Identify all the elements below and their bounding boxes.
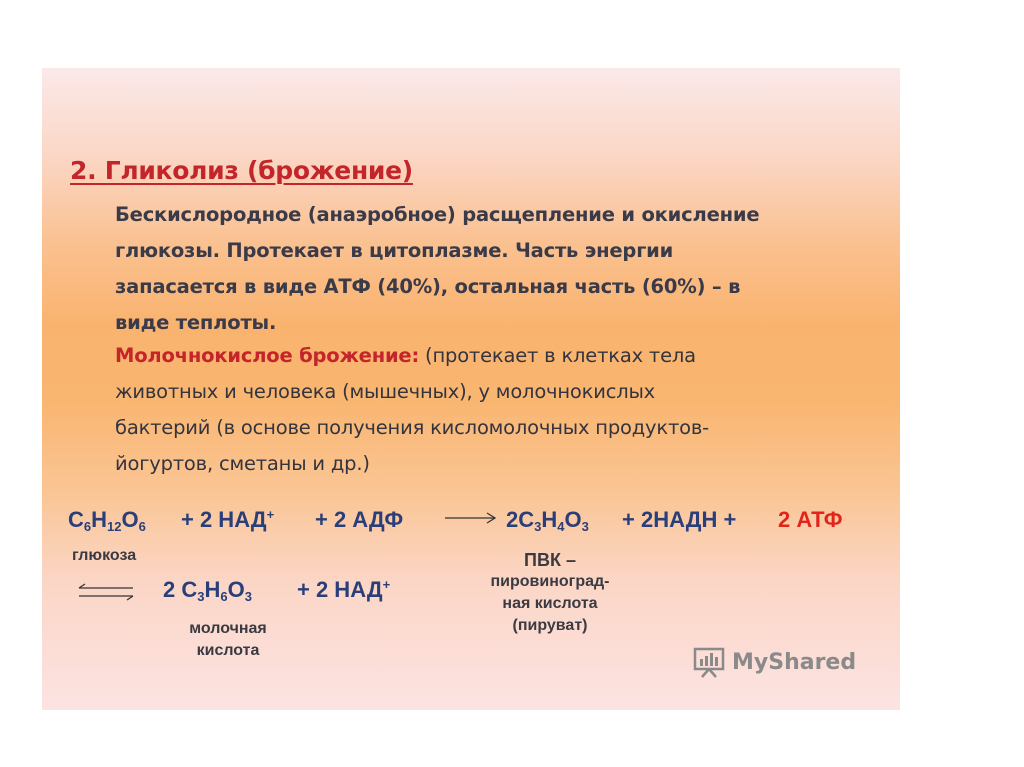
- paragraph-line: бактерий (в основе получения кисломолочных продуктов-: [115, 416, 709, 439]
- lactic-acid-label-line: кислота: [196, 642, 260, 659]
- reaction-arrow-icon: [443, 510, 499, 524]
- atp-term: 2 АТФ: [778, 507, 843, 532]
- paragraph-line: глюкозы. Протекает в цитоплазме. Часть энергии: [115, 239, 674, 262]
- pvk-label-line: пировиноград-: [490, 573, 610, 590]
- lactic-acid-label-line: молочная: [189, 620, 267, 637]
- paragraph-line: запасается в виде АТФ (40%), остальная часть (60%) – в: [115, 275, 741, 298]
- glucose-label: глюкоза: [72, 547, 137, 564]
- glucose-formula: $C_6H_{12}O_6$: [68, 507, 146, 534]
- lactate-formula: 2 $C_3H_6O_3$: [163, 577, 252, 604]
- nadh-term: + 2НАДН +: [622, 507, 737, 532]
- presentation-chart-icon: [692, 645, 726, 679]
- nad-term: + 2 НАД+: [181, 507, 275, 532]
- paragraph-line: [115, 338, 860, 374]
- adf-term: + 2 АДФ: [315, 507, 404, 532]
- pvk-label-line: (пируват): [512, 617, 588, 634]
- lactic-fermentation-heading: Молочнокислое брожение:: [115, 344, 420, 367]
- reversible-arrow-icon: [75, 583, 137, 601]
- pvk-label-line: ПВК –: [524, 550, 576, 570]
- watermark-text: MyShared: [732, 649, 857, 675]
- pvk-label: [470, 549, 630, 637]
- nad-term-2: + 2 НАД+: [297, 577, 391, 602]
- paragraph-line: йогуртов, сметаны и др.): [115, 452, 370, 475]
- myshared-watermark: [692, 645, 856, 679]
- paragraph-anaerobic: [115, 197, 855, 341]
- pvk-label-line: ная кислота: [502, 595, 598, 612]
- paragraph-lactic-fermentation: [115, 338, 860, 482]
- slide-title: 2. Гликолиз (брожение): [70, 156, 413, 185]
- paragraph-line: животных и человека (мышечных), у молочнокислых: [115, 380, 656, 403]
- paragraph-line: Бескислородное (анаэробное) расщепление и окисление: [115, 203, 760, 226]
- lactic-acid-label: [168, 618, 288, 662]
- pvk-formula: $2C_3H_4O_3$: [506, 507, 589, 534]
- paragraph-line: виде теплоты.: [115, 311, 277, 334]
- paragraph-text: (протекает в клетках тела: [419, 344, 696, 367]
